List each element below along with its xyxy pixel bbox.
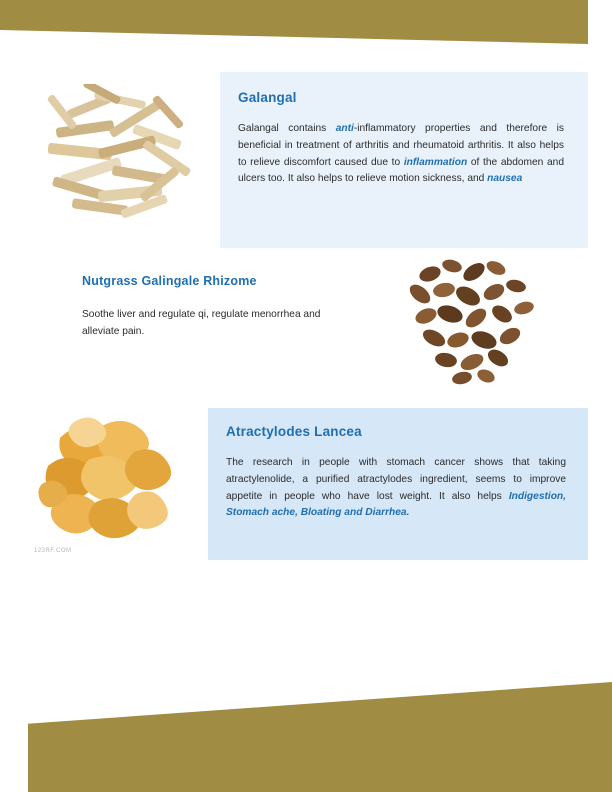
nutgrass-photo-graphic xyxy=(400,252,552,392)
nutgrass-image xyxy=(364,256,588,392)
section-galangal xyxy=(24,72,588,248)
nutgrass-heading: Nutgrass Galingale Rhizome xyxy=(82,274,257,288)
nutgrass-text-panel xyxy=(24,256,364,392)
section-nutgrass xyxy=(24,256,588,392)
galangal-photo-graphic xyxy=(36,84,214,236)
atractylodes-text-panel xyxy=(208,408,588,560)
galangal-text-panel xyxy=(220,72,588,248)
atractylodes-image xyxy=(24,408,208,560)
section-atractylodes xyxy=(24,408,588,560)
atractylodes-photo-graphic xyxy=(30,408,202,550)
atractylodes-body: The research in people with stomach cancer shows that taking atractylenolide, a purified atractylodes ingredient, seems to improve appetite in people who have lost weight. It also helps Indigestion, Stomach ache, Bloating and Diarrhea. xyxy=(226,457,566,519)
atractylodes-heading: Atractylodes Lancea xyxy=(226,424,362,439)
galangal-heading: Galangal xyxy=(238,90,297,105)
image-watermark: 123RF.COM xyxy=(34,548,72,554)
galangal-body: Galangal contains anti-inflammatory properties and therefore is beneficial in treatment of arthritis and rheumatoid arthritis. It also helps to relieve discomfort caused due to inflammation of the abdomen and ulcers too. It also helps to relieve motion sickness, and nausea xyxy=(238,123,564,185)
nutgrass-body: Soothe liver and regulate qi, regulate menorrhea and alleviate pain. xyxy=(82,309,321,338)
galangal-image xyxy=(24,72,220,248)
